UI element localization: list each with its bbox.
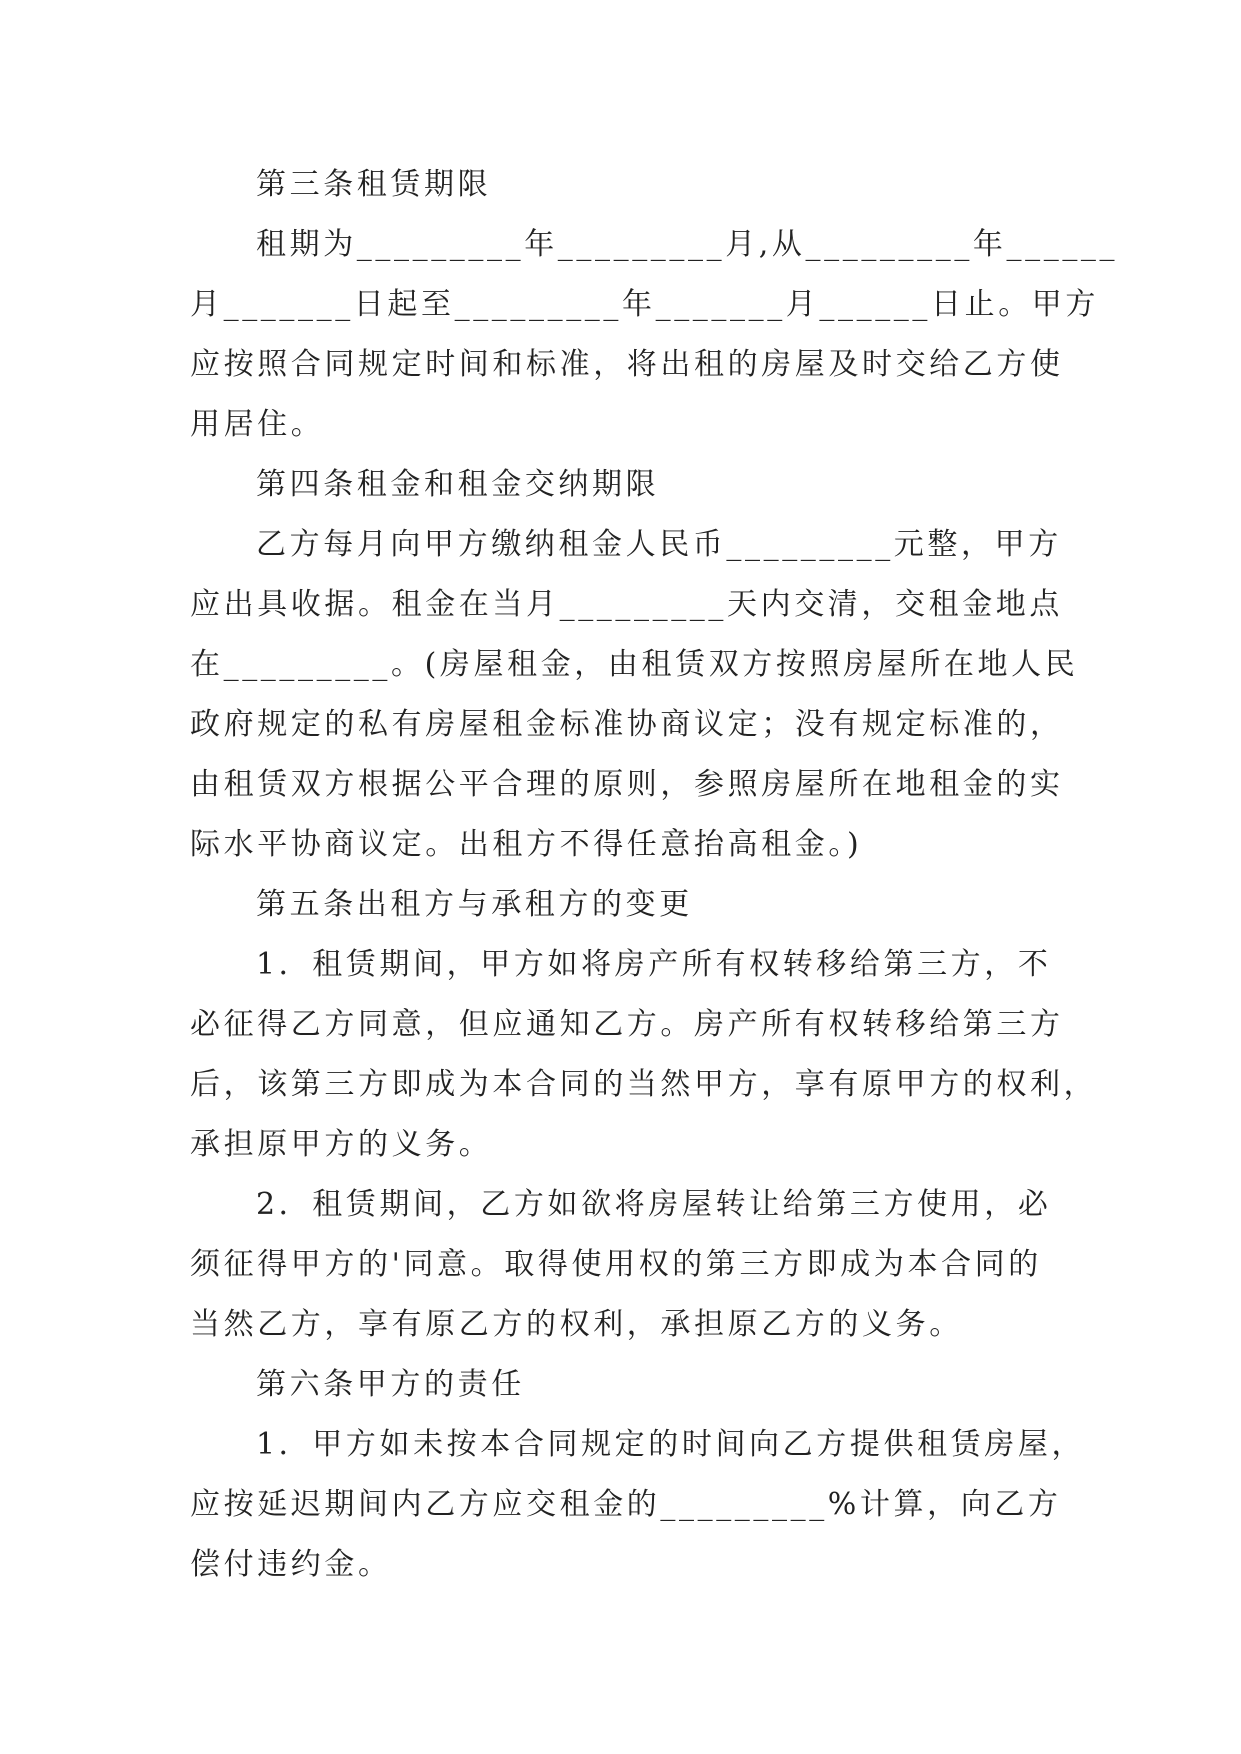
paragraph-line: 须征得甲方的'同意。取得使用权的第三方即成为本合同的 <box>190 1247 1042 1282</box>
paragraph-line: 应按延迟期间内乙方应交租金的_________%计算，向乙方 <box>190 1487 1062 1522</box>
paragraph-line: 月_______日起至_________年_______月______日止。甲方 <box>190 287 1099 322</box>
article-4-heading: 第四条租金和租金交纳期限 <box>256 467 660 502</box>
paragraph-line: 应按照合同规定时间和标准，将出租的房屋及时交给乙方使 <box>190 347 1064 382</box>
paragraph-line: 由租赁双方根据公平合理的原则，参照房屋所在地租金的实 <box>190 767 1064 802</box>
paragraph-line: 承担原甲方的义务。 <box>190 1127 493 1162</box>
paragraph-line: 必征得乙方同意，但应通知乙方。房产所有权转移给第三方 <box>190 1007 1064 1042</box>
article-3-heading: 第三条租赁期限 <box>256 167 492 202</box>
paragraph-line: 偿付违约金。 <box>190 1547 392 1582</box>
article-5-heading: 第五条出租方与承租方的变更 <box>256 887 693 922</box>
paragraph-line: 1．甲方如未按本合同规定的时间向乙方提供租赁房屋， <box>256 1427 1086 1462</box>
paragraph-line: 2．租赁期间，乙方如欲将房屋转让给第三方使用，必 <box>256 1187 1052 1222</box>
paragraph-line: 租期为_________年_________月,从_________年______ <box>256 227 1119 262</box>
article-6-heading: 第六条甲方的责任 <box>256 1367 525 1402</box>
document-body <box>190 155 1119 1595</box>
paragraph-line: 后，该第三方即成为本合同的当然甲方，享有原甲方的权利， <box>190 1067 1098 1102</box>
paragraph-line: 在_________。(房屋租金，由租赁双方按照房屋所在地人民 <box>190 647 1079 682</box>
paragraph-line: 1．租赁期间，甲方如将房产所有权转移给第三方，不 <box>256 947 1052 982</box>
paragraph-line: 乙方每月向甲方缴纳租金人民币_________元整，甲方 <box>256 527 1062 562</box>
paragraph-line: 当然乙方，享有原乙方的权利，承担原乙方的义务。 <box>190 1307 963 1342</box>
paragraph-line: 应出具收据。租金在当月_________天内交清，交租金地点 <box>190 587 1063 622</box>
paragraph-line: 际水平协商议定。出租方不得任意抬高租金。) <box>190 827 863 862</box>
paragraph-line: 政府规定的私有房屋租金标准协商议定；没有规定标准的， <box>190 707 1064 742</box>
paragraph-line: 用居住。 <box>190 407 325 442</box>
